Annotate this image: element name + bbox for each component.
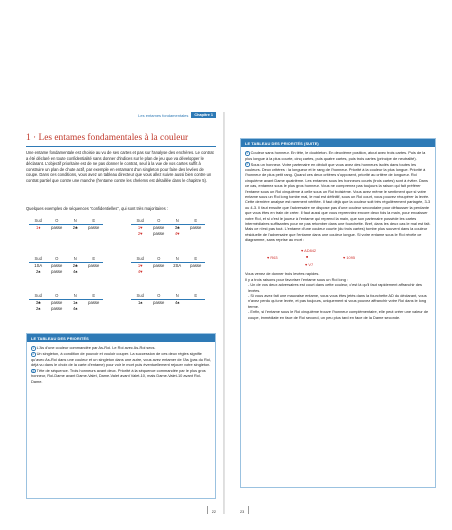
bid-cell: E — [92, 293, 96, 299]
bid-row — [29, 263, 103, 269]
bid-cell: Sud — [34, 218, 42, 224]
bid-cell: 4♥ — [174, 231, 180, 237]
bid-cell: passe — [88, 263, 100, 269]
bid-cell: 1♠ — [72, 300, 78, 306]
title-rule — [26, 146, 216, 147]
item-number: 4 — [246, 151, 249, 155]
bid-cell: passe — [51, 225, 63, 231]
priority-item — [31, 351, 211, 367]
priorities-continued-list — [241, 147, 435, 246]
card-west: ♥ R63 — [267, 255, 278, 261]
bidding-table — [131, 256, 205, 274]
item-number: 5 — [246, 162, 249, 167]
bid-cell: 4♠ — [174, 300, 180, 306]
running-title: Les entames fondamentales — [138, 112, 189, 118]
bid-cell: Sud — [34, 293, 42, 299]
bid-cell: E — [194, 218, 198, 224]
bid-cell: Sud — [136, 218, 144, 224]
bid-cell: 1♥ — [137, 225, 143, 231]
bid-cell: N — [175, 218, 179, 224]
bid-cell: 4♥ — [137, 269, 143, 275]
card-east: ♥ 1095 — [343, 255, 356, 261]
item-number: 2 — [32, 352, 35, 356]
bid-cell: N — [175, 293, 179, 299]
bid-cell: 2♠ — [35, 269, 41, 275]
folio-bar — [207, 506, 208, 514]
right-page — [240, 112, 436, 514]
bid-cell: 2♣ — [72, 263, 78, 269]
bid-cell: O — [157, 293, 161, 299]
bidding-table — [131, 218, 205, 236]
bid-cell: O — [55, 293, 59, 299]
bid-cell: passe — [153, 263, 165, 269]
priorities-list — [27, 342, 215, 388]
bid-row — [131, 269, 205, 275]
bid-cell: passe — [51, 306, 63, 312]
bid-cell: 1♥ — [137, 263, 143, 269]
bid-cell: Sud — [34, 256, 42, 262]
chapter-title: 1 · Les entames fondamentales à la couleur — [26, 133, 189, 143]
bid-header-row — [131, 293, 205, 299]
bid-cell: O — [157, 256, 161, 262]
page-number-left: 22 — [211, 510, 216, 514]
bidding-table — [131, 293, 205, 306]
item-text: Sous un honneur. Votre partenaire en déduit que vous avez des honneurs isolés dans toutes les couleurs. Deux critères : la longueur et le rang de l'honneur. Priorité à la couleur la plus longue. Priorité à l'honneur de plus petit rang. Quand ces deux critères s'opposent, priorité au critère de longueur. Roi cinquième avant Dame quatrième. Les entames sous les honneurs courts (trois cartes) sont à éviter. Dans ce cas, entamez sous le plus gros honneur. Vous ne comprenez pas toujours la raison qui fait préférer l'entame sous un Roi cinquième à celle sous un Roi troisième. Vous avez même le sentiment que si votre entame sous un Roi long tombe mal, le mal est définitif, sous un Roi court, vous pouvez récupérer la levée. Cette dernière analyse est rarement vérifiée. Il faut déjà que la couleur soit très régulièrement partagée, 3-3 ou 4-3. Il faut ensuite que l'adversaire ne dispose pas d'une couleur secondaire pour défausser la perdante que vous êtes en train de créer. Il faut aussi que vous reprenniez encore deux fois la main, pour encaisser votre Roi, et si c'est le joueur à l'entame qui reprend la main, que son partenaire possède les cartes intermédiaires suffisantes pour ne pas retomber dans une fourchette. Bref, dans les deux cas le mal est fait. Mais ce n'est pas tout. L'entame d'une couleur courte (du trois cartes) tombe plus souvent dans la couleur résiduelle de l'adversaire que l'entame dans une couleur longue. Si votre entame sous le Roi révèle ce diagramme, sans reprise au mort : — [245, 161, 431, 243]
bid-cell: passe — [190, 263, 202, 269]
bid-cell: passe — [51, 300, 63, 306]
card-diagram — [241, 248, 435, 269]
bullet-line: - Enfin, si l'entame sous le Roi cinquième trouve l'honneur complémentaire, elle peut créer une valeur de coupe, immédiate en face de Roi second, un peu plus tard en face de la Dame seconde. — [248, 309, 429, 320]
item-number: 3 — [32, 368, 35, 373]
bidding-table — [29, 218, 103, 231]
bid-cell: passe — [88, 300, 100, 306]
item-text: Couleur sans honneur. En tête, le doubleton. En deuxième position, atout avec trois cartes. Puis de la plus longue à la plus courte, cinq cartes, puis quatre cartes, puis trois cartes (principe de neutralité). — [245, 150, 426, 161]
bid-cell: E — [194, 293, 198, 299]
bid-header-row — [29, 293, 103, 299]
bid-header-row — [131, 256, 205, 262]
bid-cell: 2♠ — [35, 306, 41, 312]
item-text: L'As d'une couleur commandée par As-Roi. Le Roi avec As-Roi secs. — [36, 345, 156, 351]
bid-row — [131, 231, 205, 237]
intro-paragraph: Une entame fondamentale est choisie au vu de ses cartes et pas sur l'analyse des enchères. Le contrat a été déclaré en toute confidentialité sans donner d'indices sur le plan de jeu que va développer le déclarant. L'objectif prioritaire est de ne pas donner le contrat, seul à la vue de vos cartes suffit à construire un plan de chute actif, par exemple en entamant d'un singleton pour faire des levées de coupe. Dans ces conditions, vous avez un tableau directeur que vous allez suivre aussi bien contre un contrat partiel que contre une manche (l'entame contre les chelems est détaillée dans le chapitre 5). — [26, 150, 214, 183]
bid-cell: N — [73, 218, 77, 224]
compass — [306, 255, 308, 259]
bid-cell: Sud — [136, 256, 144, 262]
priority-item — [245, 162, 431, 243]
bid-cell: 2SA — [173, 263, 182, 269]
card-north: ♥ AD842 — [301, 248, 317, 254]
bid-cell: passe — [51, 269, 63, 275]
bidding-table — [29, 293, 103, 311]
bid-cell: passe — [153, 231, 165, 237]
bid-cell: N — [175, 256, 179, 262]
priorities-continued-title: LE TABLEAU DES PRIORITÉS (SUITE) — [241, 139, 435, 147]
card-south: ♥ V7 — [305, 262, 314, 268]
book-gutter — [223, 112, 225, 514]
bid-cell: 4♠ — [72, 269, 78, 275]
left-page — [26, 112, 216, 514]
bid-cell: 1♦ — [36, 225, 41, 231]
bid-cell: O — [55, 218, 59, 224]
page-number-right: 23 — [240, 510, 245, 514]
bid-cell: O — [157, 218, 161, 224]
bid-header-row — [131, 218, 205, 224]
bid-row — [131, 263, 205, 269]
bid-cell: 2♥ — [137, 231, 143, 237]
bid-row — [131, 300, 205, 306]
bid-row — [131, 225, 205, 231]
bid-row — [29, 306, 103, 312]
after-diagram-text — [241, 271, 435, 320]
bullet-line: - Si vous avez fait une mauvaise entame, vous vous êtes jetés dans la fourchette AD du déclarant, vous n'avez perdu qu'une levée, et pas toujours, uniquement si vous pouvez affranchir votre Roi dans le long terme. — [248, 292, 427, 309]
bid-cell: passe — [153, 225, 165, 231]
bid-cell: 4♠ — [72, 306, 78, 312]
item-text: Un singleton, à condition de pouvoir et vouloir couper. La succession de ces deux règles signifie qu'avec As-Roi dans une couleur et un singleton dans une autre, vous avez entamer de l'As (pas du Roi, déjà vu dans le choix de la carte d'entame) pour voir le mort puis éventuellement rejouer votre singleton. — [31, 351, 211, 367]
priority-item — [31, 368, 211, 384]
bid-cell: passe — [51, 263, 63, 269]
bidding-table — [29, 256, 103, 274]
folio-bar — [248, 506, 249, 514]
bid-cell: N — [73, 293, 77, 299]
bid-cell: 1SA — [34, 263, 43, 269]
bid-header-row — [29, 256, 103, 262]
bid-row — [29, 300, 103, 306]
bid-cell: 2♣ — [72, 225, 78, 231]
item-text: Tête de séquence. Trois honneurs avant deux. Priorité à la séquence commandée par le plus gros honneur, Roi-Dame avant Dame-Valet, Dame-Valet avant Valet-10, mais Dame-Valet-10 avant Roi-Dame. — [31, 368, 206, 384]
compass-marker: ■ — [306, 255, 309, 260]
chapter-tag: Chapitre 1 — [191, 112, 216, 118]
text-line: Il y a trois raisons pour favoriser l'entame sous un Roi long : — [245, 276, 349, 282]
bid-cell: N — [73, 256, 77, 262]
book-spread — [4, 112, 448, 514]
priorities-box-continued — [240, 138, 436, 488]
bullet-line: - Un de vos deux adversaires est court dans cette couleur, c'est là qu'il faut rapidement affranchir des levées. — [248, 282, 422, 293]
priorities-box — [26, 333, 216, 499]
bid-cell: passe — [153, 300, 165, 306]
bid-cell: E — [92, 256, 96, 262]
bid-cell: 1♠ — [137, 300, 143, 306]
bid-row — [29, 225, 103, 231]
text-line: Vous venez de donner trois levées rapides. — [245, 271, 320, 277]
bid-row — [29, 269, 103, 275]
running-head — [138, 112, 216, 118]
bid-cell: passe — [88, 225, 100, 231]
priority-item — [31, 345, 211, 350]
bid-cell: passe — [190, 225, 202, 231]
bid-cell: 3♣ — [35, 300, 41, 306]
bid-cell: O — [55, 256, 59, 262]
bid-cell: Sud — [136, 293, 144, 299]
bid-cell: E — [92, 218, 96, 224]
bid-cell: E — [194, 256, 198, 262]
priority-item — [245, 150, 431, 161]
bid-header-row — [29, 218, 103, 224]
bid-cell: 3♣ — [174, 225, 180, 231]
examples-intro: Quelques exemples de séquences "confidentielles", qui sont très majoritaires : — [26, 206, 168, 211]
item-number: 1 — [32, 346, 35, 350]
priorities-box-title: LE TABLEAU DES PRIORITÉS — [27, 334, 215, 342]
